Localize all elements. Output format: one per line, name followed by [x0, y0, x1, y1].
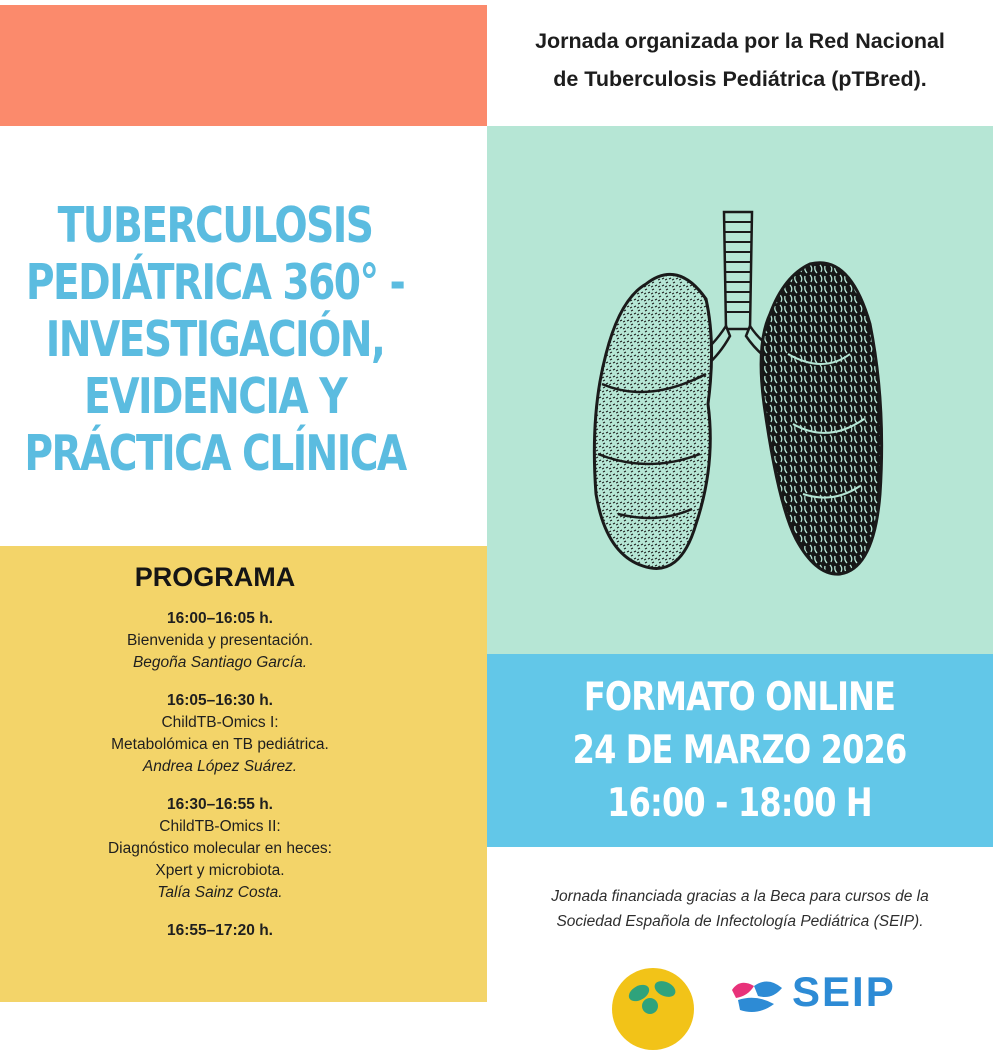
organizer-line-1: Jornada organizada por la Red Nacional — [535, 29, 945, 53]
funding-line-1: Jornada financiada gracias a la Beca para cursos de la — [551, 888, 929, 905]
program-session-1 — [0, 608, 440, 674]
session-time: 16:30–16:55 h. — [167, 796, 273, 813]
program-session-4 — [0, 920, 440, 942]
format-line: FORMATO ONLINE — [584, 675, 896, 720]
date-line: 24 DE MARZO 2026 — [573, 728, 907, 773]
funding-note — [487, 884, 993, 934]
seip-logo-text: SEIP — [792, 968, 896, 1015]
program-session-2 — [0, 690, 440, 778]
title-line-1: TUBERCULOSIS — [57, 196, 373, 254]
seip-logo — [728, 968, 918, 1015]
format-panel — [487, 654, 993, 847]
session-topic: Metabolómica en TB pediátrica. — [111, 736, 329, 753]
title-line-4: EVIDENCIA Y — [84, 367, 346, 425]
header-color-band — [0, 5, 487, 126]
organizer-line-2: de Tuberculosis Pediátrica (pTBred). — [553, 67, 927, 91]
organizer-note — [487, 22, 993, 112]
time-line: 16:00 - 18:00 H — [607, 781, 873, 826]
leaf-icon — [642, 998, 658, 1014]
session-topic: Bienvenida y presentación. — [126, 632, 314, 649]
session-time: 16:55–17:20 h. — [167, 922, 273, 939]
event-title — [0, 191, 433, 482]
session-topic: Xpert y microbiota. — [155, 862, 285, 879]
seip-mark-icon — [728, 976, 786, 1016]
title-panel — [0, 126, 487, 546]
lungs-icon — [588, 204, 888, 594]
event-format-info — [573, 671, 907, 830]
session-topic: ChildTB-Omics I: — [161, 714, 279, 731]
session-topic: Diagnóstico molecular en heces: — [107, 840, 332, 857]
funding-line-2: Sociedad Española de Infectología Pediátrica (SEIP). — [556, 913, 924, 930]
title-line-3: INVESTIGACIÓN, — [45, 310, 385, 368]
session-time: 16:00–16:05 h. — [167, 610, 273, 627]
leaf-icon — [652, 978, 678, 1000]
session-speaker: Begoña Santiago García. — [132, 654, 308, 671]
program-heading: PROGRAMA — [134, 562, 296, 592]
program-panel — [0, 546, 487, 1002]
session-topic: ChildTB-Omics II: — [159, 818, 281, 835]
session-time: 16:05–16:30 h. — [167, 692, 273, 709]
session-speaker: Talía Sainz Costa. — [157, 884, 283, 901]
program-session-3 — [0, 794, 440, 904]
illustration-panel — [487, 126, 993, 654]
session-speaker: Andrea López Suárez. — [142, 758, 298, 775]
title-line-5: PRÁCTICA CLÍNICA — [24, 424, 406, 482]
program-list — [0, 608, 440, 958]
ptbred-logo — [612, 968, 694, 1050]
title-line-2: PEDIÁTRICA 360° - — [25, 253, 405, 311]
